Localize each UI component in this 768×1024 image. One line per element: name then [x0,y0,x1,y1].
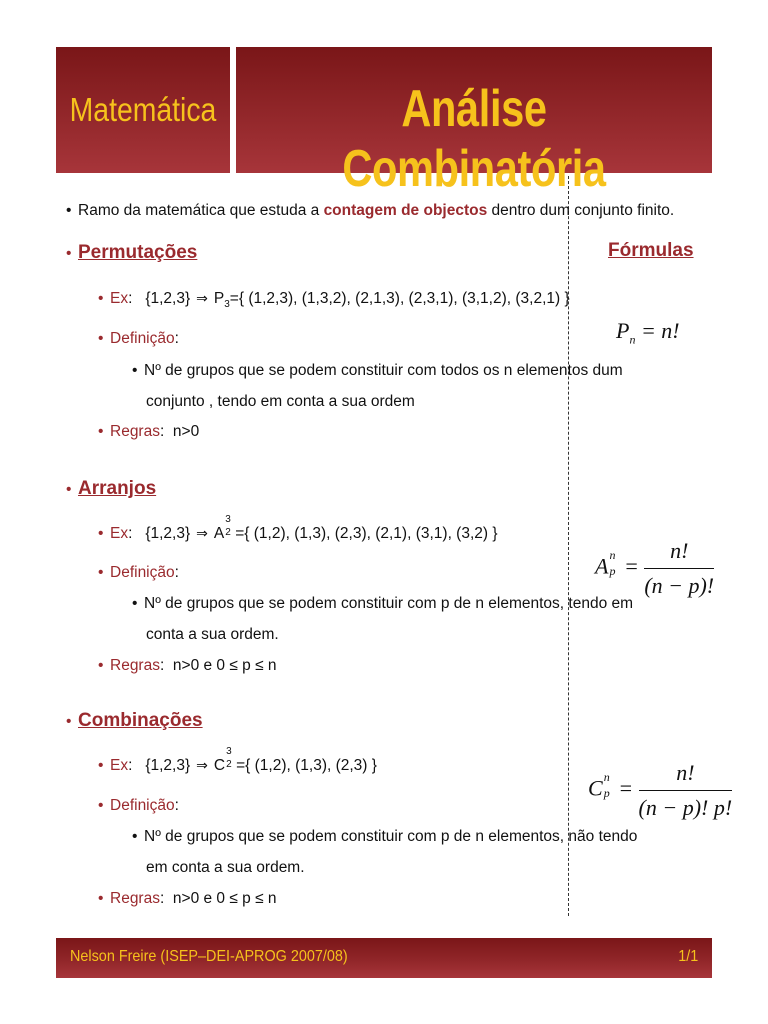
bullet-icon: • [98,423,104,440]
perm-definition-label: • Definição: [98,330,179,347]
intro-text-end: dentro dum conjunto finito. [487,202,675,219]
subject-banner [56,47,230,173]
formula-combinacoes [588,760,732,821]
bullet-icon: • [98,657,104,674]
ex-sup: 3 [225,514,231,525]
formula-fraction [644,538,714,599]
perm-rules: • Regras: n>0 [98,423,200,440]
formula-sub: p [603,785,610,800]
section-title: Arranjos [78,478,157,499]
formula-denominator: (n − p)! [644,573,715,598]
ex-sup: 3 [226,746,232,757]
footer-bar [56,938,712,978]
footer-author: Nelson Freire (ISEP–DEI-APROG 2007/08) [70,948,348,965]
rules-label: Regras [110,890,160,907]
ex-result: ={ (1,2), (1,3), (2,3) } [236,757,377,774]
formulas-heading: Fórmulas [608,240,694,261]
section-title: Combinações [78,710,203,731]
ex-set: {1,2,3} [145,757,191,774]
perm-definition-2: conjunto , tendo em conta a sua ordem [146,393,415,410]
ex-label: Ex [110,757,129,774]
definition-label: Definição [110,797,175,814]
section-title: Permutações [78,242,198,263]
rules-label: Regras [110,423,160,440]
ex-result: ={ (1,2), (1,3), (2,3), (2,1), (3,1), (3,2) } [235,525,498,542]
arr-definition-1 [132,595,633,613]
implies-icon: ⇒ [196,291,208,307]
formula-rhs: = n! [640,318,680,343]
intro-line [66,202,674,220]
rules-label: Regras [110,657,160,674]
formula-symbol: P [616,318,630,343]
bullet-icon: • [132,828,138,845]
ex-set: {1,2,3} [145,525,191,542]
rules-text: n>0 e 0 ≤ p ≤ n [172,890,277,907]
section-arranjos [66,478,156,500]
ex-symbol: P [213,290,225,307]
comb-definition-label: • Definição: [98,797,179,814]
ex-result: ={ (1,2,3), (1,3,2), (2,1,3), (2,3,1), (3,1,2), (3,2,1) } [229,290,570,307]
ex-sub: 2 [226,759,232,770]
formula-sub: p [609,563,616,578]
bullet-icon: • [98,290,104,307]
title-banner [236,47,712,198]
page-title: Análise Combinatória [342,80,606,198]
ex-indices [225,746,236,770]
arr-rules: • Regras: n>0 e 0 ≤ p ≤ n [98,657,277,674]
formula-numerator: n! [644,538,714,569]
ex-symbol: C [213,757,226,774]
arr-example: • Ex: {1,2,3} ⇒ A 3 2 ={ (1,2), (1,3), (2,3), (2,1), (3,1), (3,2) } [98,514,498,542]
formula-symbol: C [588,775,603,801]
bullet-icon: • [66,713,72,730]
ex-indices [224,514,235,538]
bullet-icon: • [98,890,104,907]
bullet-icon: • [98,330,104,347]
rules-text: n>0 e 0 ≤ p ≤ n [172,657,277,674]
definition-label: Definição [110,564,175,581]
arr-definition-2: conta a sua ordem. [146,626,279,643]
bullet-icon: • [98,525,104,542]
bullet-icon: • [132,362,138,379]
definition-text: Nº de grupos que se podem constituir com todos os n elementos dum [144,362,623,379]
perm-definition-1 [132,362,623,380]
bullet-icon: • [66,245,72,262]
bullet-icon: • [98,797,104,814]
formula-equals: = [623,553,639,579]
ex-sub: 3 [224,299,230,311]
footer-page-number: 1/1 [677,948,698,965]
ex-label: Ex [110,525,129,542]
formula-denominator: (n − p)! p! [638,795,733,820]
subject-title: Matemática [69,91,217,128]
formula-sup: n [609,547,616,562]
formula-symbol: A [595,553,609,579]
bullet-icon: • [98,564,104,581]
implies-icon: ⇒ [196,526,208,542]
implies-icon: ⇒ [196,758,208,774]
formula-sub: n [629,332,636,347]
definition-label: Definição [110,330,175,347]
column-divider [568,176,569,916]
arr-definition-label: • Definição: [98,564,179,581]
formula-arranjos [595,538,714,599]
rules-text: n>0 [172,423,200,440]
ex-sub: 2 [225,527,231,538]
ex-label: Ex [110,290,129,307]
bullet-icon: • [66,202,72,219]
bullet-icon: • [98,757,104,774]
formula-numerator: n! [639,760,733,791]
formula-permutacoes [616,318,680,347]
formula-fraction [639,760,733,821]
bullet-icon: • [132,595,138,612]
section-combinacoes [66,710,203,732]
formula-equals: = [618,775,634,801]
comb-rules: • Regras: n>0 e 0 ≤ p ≤ n [98,890,277,907]
formula-sup: n [603,769,610,784]
perm-example: • Ex: {1,2,3} ⇒ $P_3=${ (1,2,3), (1,3,2), (2,1,3), (2,3,1), (3,1,2), (3,2,1) } [98,290,570,311]
section-permutacoes [66,242,197,264]
bullet-icon: • [66,481,72,498]
intro-highlight: contagem de objectos [323,202,488,219]
intro-text: Ramo da matemática que estuda a [78,202,324,219]
definition-text: Nº de grupos que se podem constituir com p de n elementos, não tendo [144,828,638,845]
ex-set: {1,2,3} [145,290,191,307]
comb-definition-1 [132,828,637,846]
definition-text: Nº de grupos que se podem constituir com p de n elementos, tendo em [144,595,634,612]
comb-definition-2: em conta a sua ordem. [146,859,305,876]
comb-example: • Ex: {1,2,3} ⇒ C 3 2 ={ (1,2), (1,3), (2,3) } [98,746,377,774]
ex-symbol: A [213,525,225,542]
